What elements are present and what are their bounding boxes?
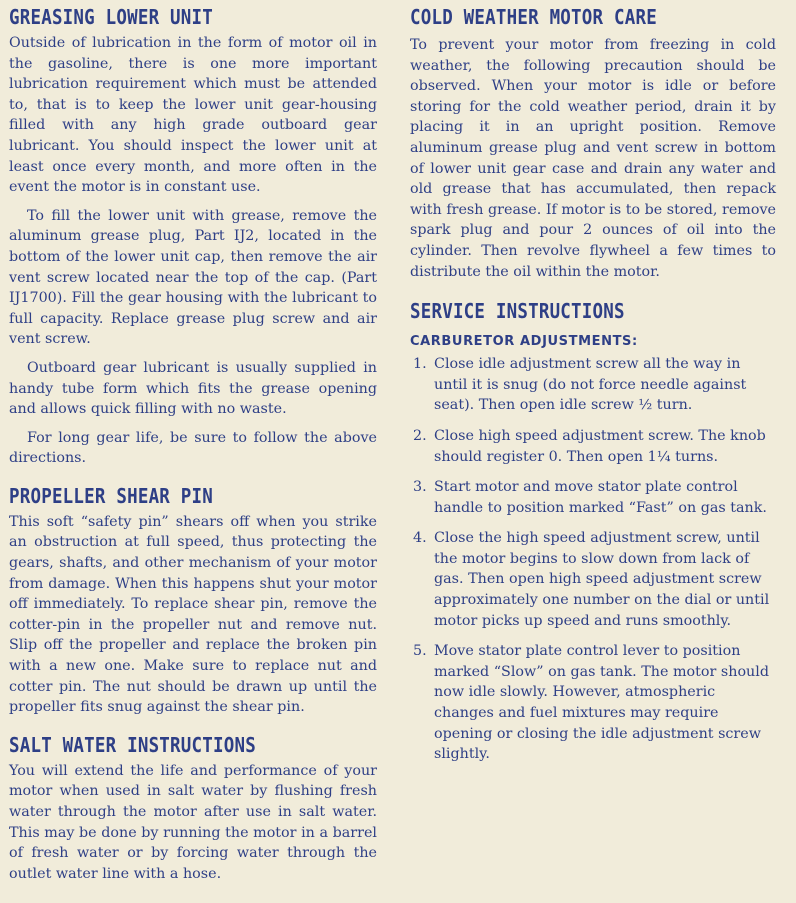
propeller-heading: PROPELLER SHEAR PIN [9,485,213,509]
right-column [410,6,776,765]
step-number: 5. [413,643,427,660]
list-item [410,477,776,518]
cold-weather-paragraph: To prevent your motor from freezing in cold weather, the following precaution should be observed. When your motor is idle or before storing for the cold weather period, drain it by placing it in an upright position. Remove aluminum grease plug and vent screw in bottom of lower unit gear case and drain any water and old grease that has accumulated, then repack with fresh grease. If motor is to be stored, remove spark plug and pour 2 ounces of oil into the cylinder. Then revolve flywheel a few times to distribute the oil within the motor. [410,37,776,280]
service-section [410,300,776,765]
salt-water-heading: SALT WATER INSTRUCTIONS [9,734,256,758]
step-text: Move stator plate control lever to position marked “Slow” on gas tank. The motor should now idle slowly. However, atmospheric changes and fuel mixtures may require opening or closing the idle adjustment screw slightly. [434,643,769,763]
list-item [410,528,776,631]
carburetor-steps-list [410,354,776,765]
step-number: 4. [413,530,427,547]
service-heading: SERVICE INSTRUCTIONS [410,300,625,324]
greasing-section [9,6,377,469]
step-text: Close idle adjustment screw all the way in until it is snug (do not force needle against seat). Then open idle screw ½ turn. [434,356,747,414]
list-item [410,641,776,765]
cold-weather-heading: COLD WEATHER MOTOR CARE [410,6,657,30]
cold-weather-section [410,6,776,282]
carburetor-subheading: CARBURETOR ADJUSTMENTS: [410,334,638,350]
salt-water-section [9,734,377,885]
step-text: Close the high speed adjustment screw, until the motor begins to slow down from lack of gas. Then open high speed adjustment screw approximately one number on the dial or until motor picks up speed and runs smoothly. [434,530,770,629]
step-number: 3. [413,479,427,496]
step-number: 1. [413,356,427,373]
greasing-paragraph-3: Outboard gear lubricant is usually supplied in handy tube form which fits the grease opening and allows quick filling with no waste. [9,359,377,418]
step-number: 2. [413,427,427,444]
list-item [410,354,776,416]
greasing-heading: GREASING LOWER UNIT [9,6,213,30]
left-column [9,6,377,884]
step-text: Start motor and move stator plate control handle to position marked “Fast” on gas tank. [434,479,767,516]
propeller-section [9,485,377,718]
greasing-paragraph-4: For long gear life, be sure to follow the above directions. [9,429,377,467]
greasing-paragraph-1: Outside of lubrication in the form of motor oil in the gasoline, there is one more important lubrication requirement which must be attended to, that is to keep the lower unit gear-housing filled with any high grade outboard gear lubricant. You should inspect the lower unit at least once every month, and more often in the event the motor is in constant use. [9,35,377,196]
salt-water-paragraph: You will extend the life and performance of your motor when used in salt water by flushing fresh water through the motor after use in salt water. This may be done by running the motor in a barrel of fresh water or by forcing water through the outlet water line with a hose. [9,762,377,882]
step-text: Close high speed adjustment screw. The knob should register 0. Then open 1¼ turns. [434,427,766,465]
greasing-paragraph-2: To fill the lower unit with grease, remove the aluminum grease plug, Part IJ2, located in the bottom of the lower unit cap, then remove the air vent screw located near the top of the cap. (Part IJ1700). Fill the gear housing with the lubricant to full capacity. Replace grease plug screw and air vent screw. [9,207,377,348]
propeller-paragraph: This soft “safety pin” shears off when you strike an obstruction at full speed, thus protecting the gears, shafts, and other mechanism of your motor from damage. When this happens shut your motor off immediately. To replace shear pin, remove the cotter-pin in the propeller nut and remove nut. Slip off the propeller and replace the broken pin with a new one. Make sure to replace nut and cotter pin. The nut should be drawn up until the propeller fits snug against the shear pin. [9,513,377,716]
list-item [410,426,776,467]
